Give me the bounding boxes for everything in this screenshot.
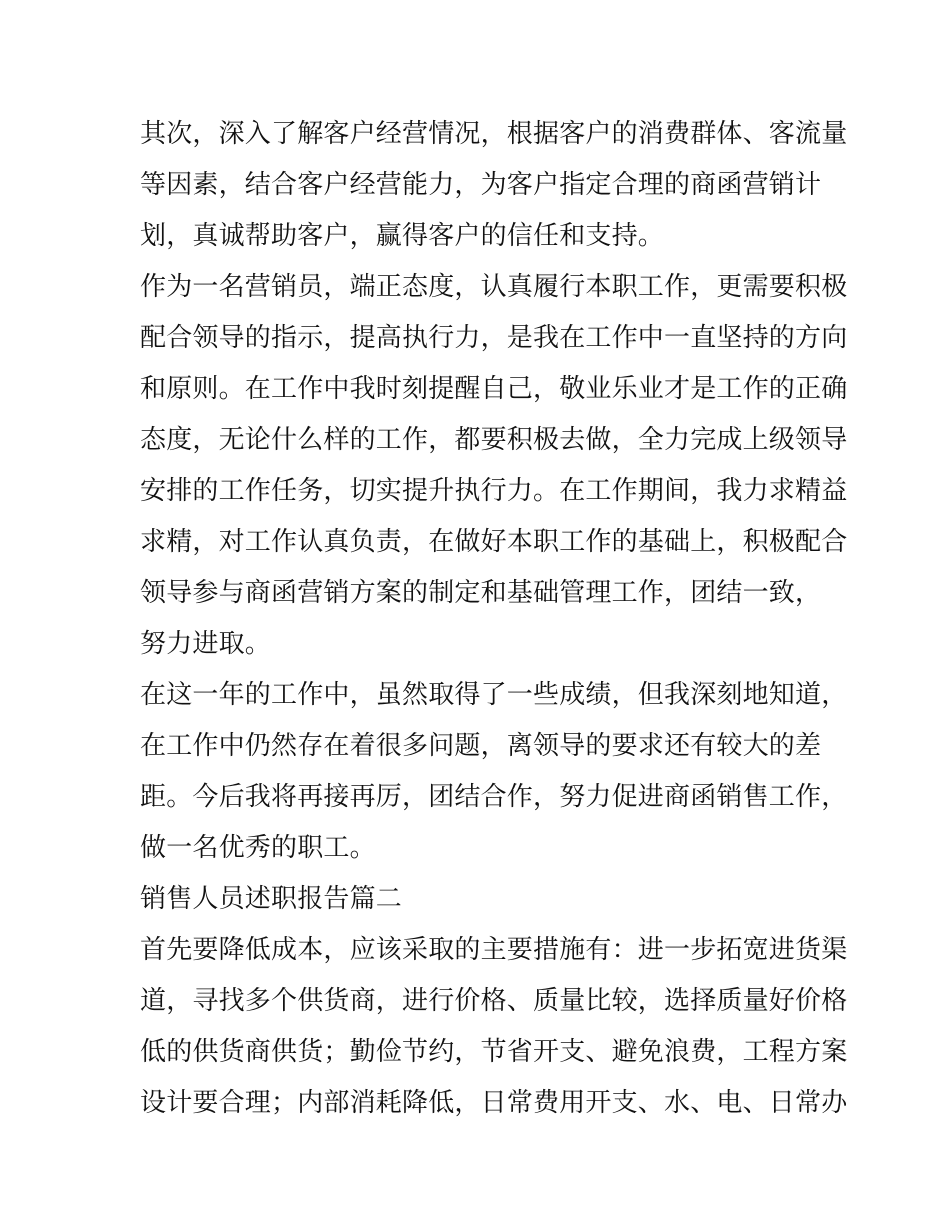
text-line: 道，寻找多个供货商，进行价格、质量比较，选择质量好价格 (140, 986, 848, 1016)
text-line: 距。今后我将再接再厉，团结合作，努力促进商函销售工作， (140, 782, 848, 812)
text-line: 领导参与商函营销方案的制定和基础管理工作，团结一致， (140, 578, 822, 608)
text-line: 设计要合理；内部消耗降低，日常费用开支、水、电、日常办 (140, 1088, 848, 1118)
text-line: 做一名优秀的职工。 (140, 833, 376, 863)
text-line: 安排的工作任务，切实提升执行力。在工作期间，我力求精益 (140, 476, 848, 506)
text-line: 态度，无论什么样的工作，都要积极去做，全力完成上级领导 (140, 425, 848, 455)
text-line: 等因素，结合客户经营能力，为客户指定合理的商函营销计 (140, 170, 822, 200)
text-line: 努力进取。 (140, 629, 272, 659)
text-line: 作为一名营销员，端正态度，认真履行本职工作，更需要积极 (140, 272, 848, 302)
text-line: 和原则。在工作中我时刻提醒自己，敬业乐业才是工作的正确 (140, 374, 848, 404)
text-line: 求精，对工作认真负责，在做好本职工作的基础上，积极配合 (140, 527, 848, 557)
text-line: 划，真诚帮助客户，赢得客户的信任和支持。 (140, 221, 665, 251)
document-body (140, 109, 848, 1129)
text-line: 在这一年的工作中，虽然取得了一些成绩，但我深刻地知道， (140, 680, 848, 710)
text-line: 首先要降低成本，应该采取的主要措施有：进一步拓宽进货渠 (140, 935, 848, 965)
text-line: 低的供货商供货；勤俭节约，节省开支、避免浪费，工程方案 (140, 1037, 848, 1067)
text-line: 配合领导的指示，提高执行力，是我在工作中一直坚持的方向 (140, 323, 848, 353)
text-line: 在工作中仍然存在着很多问题，离领导的要求还有较大的差 (140, 731, 822, 761)
text-line: 其次，深入了解客户经营情况，根据客户的消费群体、客流量 (140, 119, 848, 149)
section-heading: 销售人员述职报告篇二 (140, 884, 403, 914)
